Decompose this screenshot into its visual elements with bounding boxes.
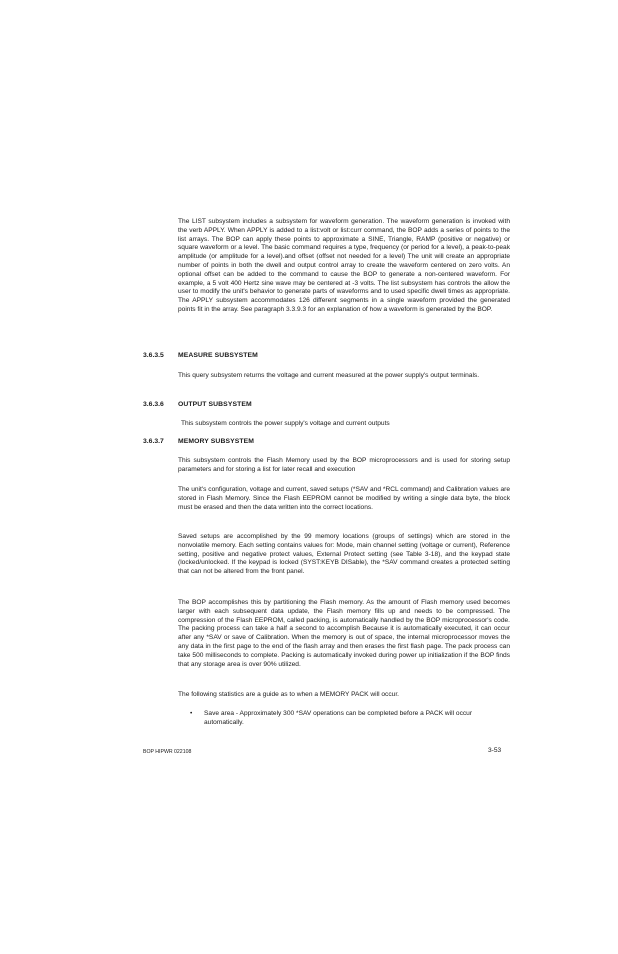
memory-paragraph-3: Saved setups are accomplished by the 99 memory locations (groups of settings) which are stored in the nonvolatile memory. Each setting contains values for: Mode, main channel setting (voltage or current), Reference setting, positive and negative protect values, External Protect setting (see Table 3-18), and the keypad state (locked/unlocked. If the keypad is locked (SYST:KEYB DISable), the *SAV command creates a protected setting that can not be altered from the front panel. <box>178 533 510 576</box>
section-title-memory: MEMORY SUBSYSTEM <box>178 438 254 445</box>
memory-paragraph-2: The unit's configuration, voltage and current, saved setups (*SAV and *RCL command) and Calibration values are stored in Flash Memory. Since the Flash EEPROM cannot be modified by writing a single data byte, the block must be erased and then the data written into the correct locations. <box>178 486 510 511</box>
section-number-output: 3.6.3.6 <box>143 401 164 408</box>
measure-paragraph: This query subsystem returns the voltage and current measured at the power supply's output terminals. <box>178 372 480 379</box>
memory-paragraph-5: The following statistics are a guide as to when a MEMORY PACK will occur. <box>178 691 399 698</box>
section-title-measure: MEASURE SUBSYSTEM <box>178 352 258 359</box>
section-title-output: OUTPUT SUBSYSTEM <box>178 401 252 408</box>
memory-paragraph-4: The BOP accomplishes this by partitioning the Flash memory. As the amount of Flash memory used becomes larger with each subsequent data update, the Flash memory fills up and needs to be compressed. The compression of the Flash EEPROM, called packing, is automatically handled by the BOP microprocessor's code. The packing process can take a half a second to accomplish Because it is automatically executed, it can occur after any *SAV or save of Calibration. When the memory is out of space, the internal microprocessor moves the any data in the first page to the end of the flash array and then erases the first flash page. The pack process can take 500 milliseconds to complete. Packing is automatically invoked during power up initialization if the BOP finds that any storage area is over 90% utilized. <box>178 599 510 668</box>
bullet-icon: • <box>190 710 193 717</box>
footer-page-number: 3-53 <box>488 747 502 754</box>
section-number-measure: 3.6.3.5 <box>143 352 164 359</box>
footer-document-id: BOP HIPWR 022108 <box>143 749 192 755</box>
bullet-text-save-area: Save area - Approximately 300 *SAV operations can be completed before a PACK will occur automatically. <box>204 710 473 726</box>
list-subsystem-paragraph: The LIST subsystem includes a subsystem for waveform generation. The waveform generation is invoked with the verb APPLY. When APPLY is added to a list:volt or list:curr command, the BOP adds a series of points to the list arrays. The BOP can apply these points to approximate a SINE, Triangle, RAMP (positive or negative) or square waveform or a level. The basic command requires a type, frequency (or period for a level), a peak-to-peak amplitude (or amplitude for a level).and offset (offset not needed for a level) The unit will create an appropriate number of points in both the dwell and output control array to create the waveform centered on zero volts. An optional offset can be added to the command to cause the BOP to generate a non-centered waveform. For example, a 5 volt 400 Hertz sine wave may be centered at -3 volts. The list subsystem has controls the allow the user to modify the unit's behavior to generate parts of waveforms and to used specific dwell times as appropriate. The APPLY subsystem accommodates 126 different segments in a single waveform provided the generated points fit in the array. See paragraph 3.3.9.3 for an explanation of how a waveform is generated by the BOP. <box>178 218 510 313</box>
output-paragraph: This subsystem controls the power supply's voltage and current outputs <box>181 420 390 427</box>
memory-paragraph-1: This subsystem controls the Flash Memory used by the BOP microprocessors and is used for storing setup parameters and for storing a list for later recall and execution <box>178 457 510 473</box>
section-number-memory: 3.6.3.7 <box>143 438 164 445</box>
